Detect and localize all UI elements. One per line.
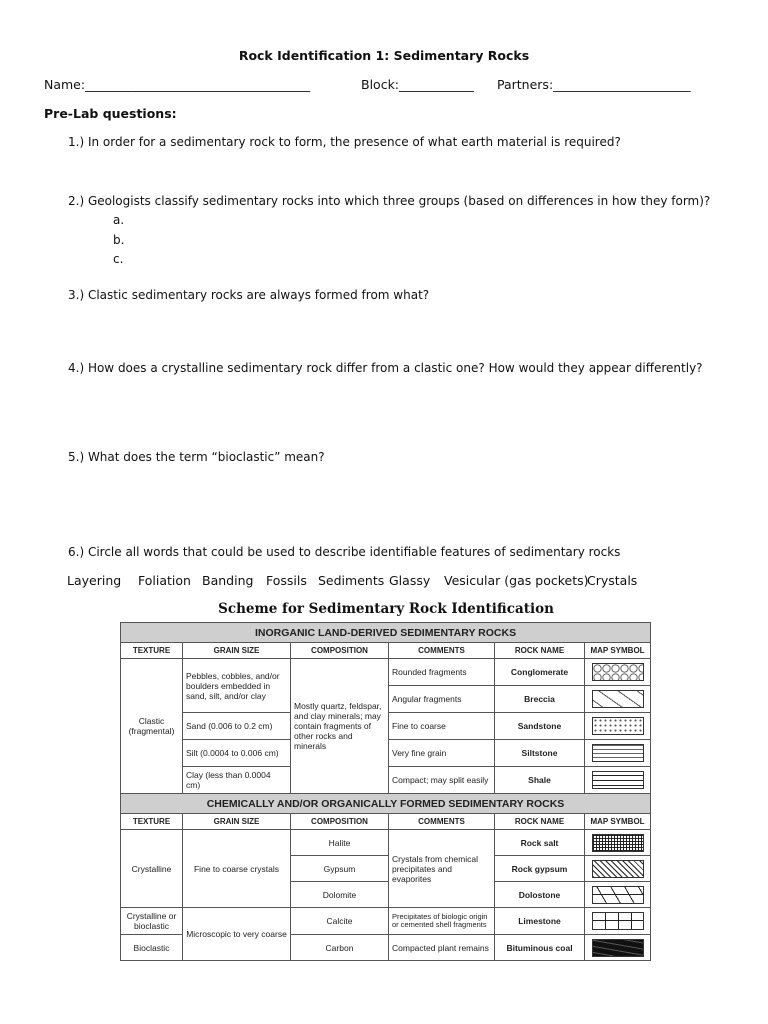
- circle-word-vesicular[interactable]: Vesicular (gas pockets): [444, 573, 589, 588]
- question-6: 6.) Circle all words that could be used to describe identifiable features of sedimentary rocks: [68, 545, 621, 559]
- composition-cell: Mostly quartz, feldspar, and clay minerals; may contain fragments of other rocks and minerals: [291, 659, 389, 794]
- partners-field[interactable]: Partners:______________________: [497, 77, 691, 92]
- rock-name-cell: Rock salt: [495, 830, 585, 856]
- comment-cell: Angular fragments: [389, 686, 495, 713]
- column-header-comments: COMMENTS: [389, 814, 495, 830]
- circle-word-sediments[interactable]: Sediments: [318, 573, 385, 588]
- rock-salt-symbol: [592, 834, 644, 852]
- comment-cell: Fine to coarse: [389, 713, 495, 740]
- question-2-item-a: a.: [113, 213, 125, 227]
- rock-name-cell: Shale: [495, 767, 585, 794]
- column-header-composition: COMPOSITION: [291, 643, 389, 659]
- composition-cell: Halite: [291, 830, 389, 856]
- name-field[interactable]: Name:____________________________________: [44, 77, 311, 92]
- sedimentary-identification-table: [120, 622, 651, 961]
- rock-name-cell: Siltstone: [495, 740, 585, 767]
- column-header-map-symbol: MAP SYMBOL: [585, 814, 651, 830]
- texture-cell: Clastic (fragmental): [121, 659, 183, 794]
- worksheet-title: Rock Identification 1: Sedimentary Rocks: [238, 48, 530, 63]
- rock-name-cell: Conglomerate: [495, 659, 585, 686]
- dolostone-symbol: [592, 886, 644, 904]
- rock-name-cell: Limestone: [495, 908, 585, 935]
- circle-word-banding[interactable]: Banding: [202, 573, 254, 588]
- grain-size-cell: Clay (less than 0.0004 cm): [183, 767, 291, 794]
- column-header-map-symbol: MAP SYMBOL: [585, 643, 651, 659]
- question-3: 3.) Clastic sedimentary rocks are always formed from what?: [68, 288, 430, 302]
- column-header-comments: COMMENTS: [389, 643, 495, 659]
- coal-symbol: [592, 939, 644, 957]
- circle-word-foliation[interactable]: Foliation: [138, 573, 191, 588]
- composition-cell: Gypsum: [291, 856, 389, 882]
- circle-word-layering[interactable]: Layering: [67, 573, 122, 588]
- comment-cell: Rounded fragments: [389, 659, 495, 686]
- rock-name-cell: Rock gypsum: [495, 856, 585, 882]
- comment-cell: Compacted plant remains: [389, 935, 495, 961]
- rock-gypsum-symbol: [592, 860, 644, 878]
- circle-word-fossils[interactable]: Fossils: [266, 573, 307, 588]
- column-header-rock-name: ROCK NAME: [495, 814, 585, 830]
- column-header-texture: TEXTURE: [121, 814, 183, 830]
- rock-name-cell: Bituminous coal: [495, 935, 585, 961]
- question-4: 4.) How does a crystalline sedimentary rock differ from a clastic one? How would they appear differently?: [68, 361, 703, 375]
- conglomerate-symbol: [592, 663, 644, 681]
- limestone-symbol: [592, 912, 644, 930]
- texture-cell: Bioclastic: [121, 935, 183, 961]
- section-header-inorganic: INORGANIC LAND-DERIVED SEDIMENTARY ROCKS: [121, 623, 651, 643]
- question-2: 2.) Geologists classify sedimentary rocks into which three groups (based on differences in how they form)?: [68, 194, 711, 208]
- question-2-item-b: b.: [113, 233, 125, 247]
- rock-name-cell: Dolostone: [495, 882, 585, 908]
- grain-size-cell: Pebbles, cobbles, and/or boulders embedded in sand, silt, and/or clay: [183, 659, 291, 713]
- block-field[interactable]: Block:____________: [361, 77, 475, 92]
- comment-cell: Very fine grain: [389, 740, 495, 767]
- texture-cell: Crystalline: [121, 830, 183, 908]
- section-header-chemical: CHEMICALLY AND/OR ORGANICALLY FORMED SEDIMENTARY ROCKS: [121, 794, 651, 814]
- column-header-rock-name: ROCK NAME: [495, 643, 585, 659]
- prelab-heading: Pre-Lab questions:: [44, 106, 177, 121]
- circle-word-glassy[interactable]: Glassy: [389, 573, 431, 588]
- rock-name-cell: Sandstone: [495, 713, 585, 740]
- column-header-composition: COMPOSITION: [291, 814, 389, 830]
- grain-size-cell: Microscopic to very coarse: [183, 908, 291, 961]
- breccia-symbol: [592, 690, 644, 708]
- shale-symbol: [592, 771, 644, 789]
- comment-cell: Compact; may split easily: [389, 767, 495, 794]
- sandstone-symbol: [592, 717, 644, 735]
- grain-size-cell: Sand (0.006 to 0.2 cm): [183, 713, 291, 740]
- grain-size-cell: Silt (0.0004 to 0.006 cm): [183, 740, 291, 767]
- column-header-texture: TEXTURE: [121, 643, 183, 659]
- texture-cell: Crystalline or bioclastic: [121, 908, 183, 935]
- composition-cell: Dolomite: [291, 882, 389, 908]
- rock-name-cell: Breccia: [495, 686, 585, 713]
- column-header-grain-size: GRAIN SIZE: [183, 814, 291, 830]
- question-2-item-c: c.: [113, 252, 124, 266]
- grain-size-cell: Fine to coarse crystals: [183, 830, 291, 908]
- scheme-title: Scheme for Sedimentary Rock Identification: [218, 601, 554, 617]
- column-header-grain-size: GRAIN SIZE: [183, 643, 291, 659]
- comment-cell: Precipitates of biologic origin or cemented shell fragments: [389, 908, 495, 935]
- composition-cell: Calcite: [291, 908, 389, 935]
- siltstone-symbol: [592, 744, 644, 762]
- comment-cell: Crystals from chemical precipitates and evaporites: [389, 830, 495, 908]
- circle-word-crystals[interactable]: Crystals: [587, 573, 638, 588]
- question-5: 5.) What does the term “bioclastic” mean?: [68, 450, 325, 464]
- question-1: 1.) In order for a sedimentary rock to form, the presence of what earth material is required?: [68, 135, 621, 149]
- composition-cell: Carbon: [291, 935, 389, 961]
